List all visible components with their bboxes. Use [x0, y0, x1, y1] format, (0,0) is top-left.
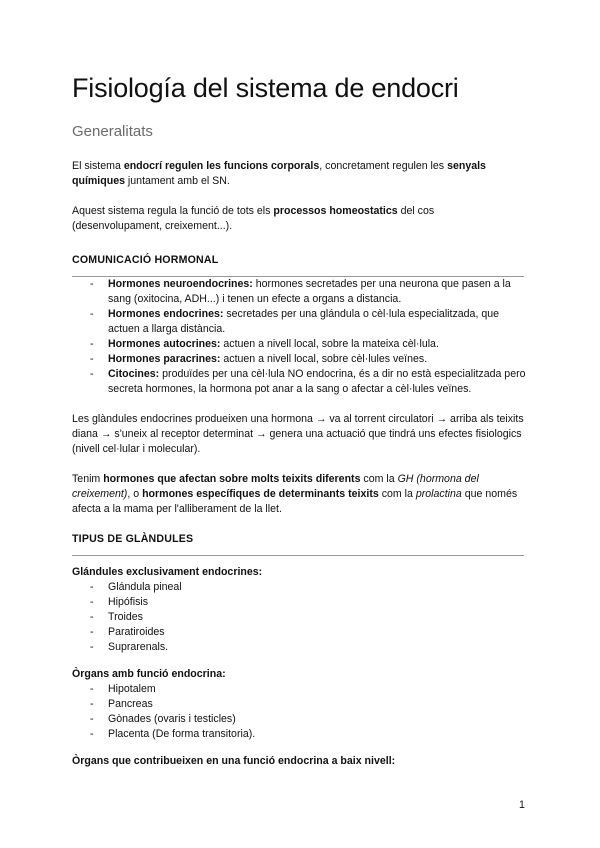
homeostasis-bold: processos homeostatics — [273, 205, 398, 217]
endocrine-organs-list — [72, 682, 527, 742]
section-heading-tipus: TIPUS DE GLÀNDULES — [72, 533, 194, 545]
homeostasis-text-1: Aquest sistema regula la funció de tots els — [72, 205, 274, 217]
list-item-term: Hormones neuroendocrines: — [108, 278, 253, 290]
list-item — [90, 697, 527, 712]
list-item — [90, 307, 527, 337]
list-item-text: Gònades (ovaris i testicles) — [108, 713, 236, 725]
subheading-organs: Òrgans amb funció endocrina: — [72, 668, 226, 680]
intro-text-1: El sistema — [72, 160, 124, 172]
list-item — [90, 580, 527, 595]
list-item-desc: hormones secretades per una neurona que pasen a la sang (oxitocina, ADH...) i tenen un efecte a organs a distancia. — [108, 278, 511, 305]
list-item-text: Suprarenals. — [108, 641, 169, 653]
bullet-dash: - — [90, 611, 94, 623]
homeostasis-paragraph — [72, 204, 527, 234]
list-item — [90, 682, 527, 697]
intro-bold-1: endocrí regulen les funcions corporals — [123, 160, 320, 172]
list-item-text: Pancreas — [108, 698, 153, 710]
list-item — [90, 640, 527, 655]
list-item — [90, 277, 527, 307]
targets-text-5: que només afecta a la mama per l'alliberament de la llet. — [72, 488, 518, 515]
bullet-dash: - — [90, 728, 94, 740]
flow-paragraph: Les glàndules endocrines produeixen una hormona → va al torrent circulatori → arriba als teixits diana → s'uneix al receptor determinat → genera una actuació que tindrá uns efectes fisiologics (nivell cel·lular i molecular). — [72, 413, 524, 455]
section-subtitle-generalitats: Generalitats — [72, 123, 153, 140]
homeostasis-text-2: del cos (desenvolupament, creixement...). — [72, 205, 435, 232]
intro-bold-2: senyals químiques — [72, 160, 486, 187]
bullet-dash: - — [90, 353, 94, 365]
targets-bold-1: hormones que afectan sobre molts teixits diferents — [103, 473, 361, 485]
intro-text-2: , concretament regulen les — [319, 160, 448, 172]
list-item — [90, 352, 527, 367]
list-item-text: Placenta (De forma transitoria). — [108, 728, 256, 740]
targets-italic-2: prolactina — [415, 488, 462, 500]
subheading-low-level: Òrgans que contribueixen en una funció endocrina a baix nivell: — [72, 755, 396, 767]
list-item — [90, 595, 527, 610]
list-item-desc: actuen a nivell local, sobre cèl·lules veïnes. — [220, 353, 428, 365]
targets-italic-1: GH (hormona del creixement) — [72, 473, 479, 500]
list-item — [90, 712, 527, 727]
targets-text-2: com la — [360, 473, 398, 485]
list-item-desc: produïdes per una cèl·lula NO endocrina, és a dir no està especialitzada pero secreta hormones, la hormona pot anar a la sang o afectar a cèl·lules veïnes. — [108, 368, 526, 395]
list-item-text: Paratiroides — [108, 626, 165, 638]
bullet-dash: - — [90, 641, 94, 653]
targets-paragraph — [72, 472, 527, 517]
list-item-term: Hormones endocrines: — [108, 308, 224, 320]
section-divider — [72, 555, 524, 556]
list-item — [90, 367, 527, 397]
bullet-dash: - — [90, 581, 94, 593]
list-item — [90, 625, 527, 640]
list-item-text: Hipotalem — [108, 683, 156, 695]
bullet-dash: - — [90, 308, 94, 320]
list-item-term: Hormones autocrines: — [108, 338, 221, 350]
intro-text-3: juntament amb el SN. — [124, 175, 230, 187]
bullet-dash: - — [90, 683, 94, 695]
section-heading-comunicacio: COMUNICACIÓ HORMONAL — [72, 254, 219, 266]
bullet-dash: - — [90, 626, 94, 638]
page-number: 1 — [519, 799, 525, 811]
list-item-text: Troides — [108, 611, 143, 623]
targets-text-3: , o — [127, 488, 143, 500]
subheading-exclusive: Glándules exclusivament endocrines: — [72, 566, 263, 578]
hormone-types-list — [72, 277, 527, 397]
list-item-term: Hormones paracrines: — [108, 353, 221, 365]
exclusive-glands-list — [72, 580, 527, 655]
intro-paragraph — [72, 159, 527, 189]
bullet-dash: - — [90, 698, 94, 710]
bullet-dash: - — [90, 338, 94, 350]
page-title: Fisiología del sistema de endocri — [72, 73, 459, 103]
list-item-desc: secretades per una glándula o cèl·lula especialitzada, que actuen a llarga distància. — [108, 308, 500, 335]
targets-bold-2: hormones específiques de determinants teixits — [142, 488, 379, 500]
targets-text-4: com la — [378, 488, 416, 500]
targets-text-1: Tenim — [72, 473, 104, 485]
list-item-desc: actuen a nivell local, sobre la mateixa cèl·lula. — [220, 338, 439, 350]
list-item — [90, 337, 527, 352]
document-page — [72, 70, 527, 769]
bullet-dash: - — [90, 713, 94, 725]
list-item — [90, 727, 527, 742]
list-item — [90, 610, 527, 625]
bullet-dash: - — [90, 596, 94, 608]
bullet-dash: - — [90, 278, 94, 290]
list-item-term: Citocines: — [108, 368, 160, 380]
list-item-text: Glándula pineal — [108, 581, 182, 593]
list-item-text: Hipófisis — [108, 596, 149, 608]
bullet-dash: - — [90, 368, 94, 380]
